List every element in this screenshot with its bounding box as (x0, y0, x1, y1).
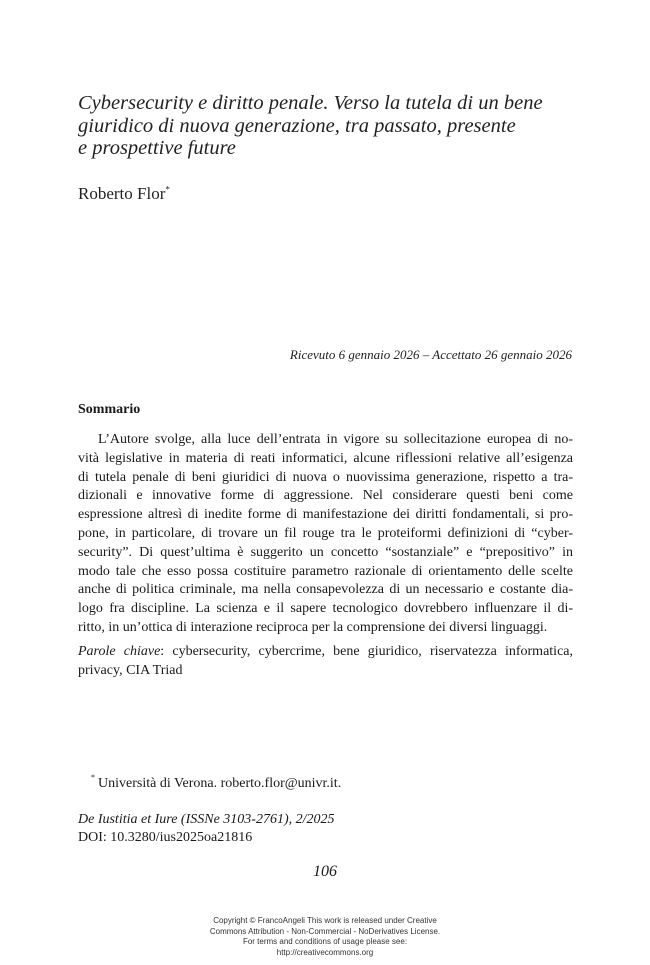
page-number: 106 (313, 863, 337, 880)
footnote-text: Università di Verona. roberto.flor@univr.it. (98, 776, 342, 791)
abstract-line: espressione altresì di inedite forme di manifestazione dei diritti fondamentali, si pro- (78, 507, 573, 523)
abstract-line: di tutela penale di beni giuridici di nuova o nuovissima generazione, rispetto a tra- (78, 469, 573, 485)
keywords-block (78, 643, 573, 681)
keywords-line: privacy, CIA Triad (78, 662, 183, 678)
license-line: Commons Attribution - Non-Commercial - NoDerivatives License. (209, 926, 441, 936)
license-notice (0, 916, 650, 958)
title-line: giuridico di nuova generazione, tra passato, presente (78, 114, 516, 137)
doi: DOI: 10.3280/ius2025oa21816 (78, 830, 253, 845)
abstract-line: anche di politica criminale, ma nella consapevolezza di un necessario e costante dia- (78, 582, 573, 598)
license-line: For terms and conditions of usage please see: (242, 937, 408, 946)
abstract-line: modo tale che esso possa costituire parametro razionale di orientamento delle scelte (78, 563, 573, 579)
keywords-line (78, 643, 573, 662)
article-title (78, 92, 578, 160)
author-name: Roberto Flor (78, 184, 166, 203)
abstract-line: L’Autore svolge, alla luce dell’entrata in vigore su sollecitazione europea di no- (98, 432, 573, 447)
journal-info (78, 811, 335, 847)
journal-citation: De Iustitia et Iure (ISSNe 3103-2761), 2/2025 (78, 812, 335, 827)
abstract-body (78, 431, 573, 638)
summary-heading: Sommario (78, 402, 141, 417)
license-line: Copyright © FrancoAngeli This work is released under Creative (213, 916, 437, 925)
author-footnote-marker: * (165, 184, 170, 195)
keywords-list: : cybersecurity, cybercrime, bene giuridico, riservatezza informatica, (160, 644, 573, 659)
title-line: Cybersecurity e diritto penale. Verso la tutela di un bene (78, 92, 543, 114)
author-line (78, 184, 170, 204)
abstract-line: ritto, in un’ottica di interazione reciproca per la comprensione dei diversi linguaggi. (78, 619, 548, 635)
keywords-label: Parole chiave (78, 644, 161, 659)
license-link[interactable]: http://creativecommons.org (276, 947, 374, 957)
abstract-line: pone, in particolare, di trovare un fil rouge tra le proteiformi definizioni di “cyber- (78, 525, 573, 541)
abstract-line: dizionali e innovative forme di aggressione. Nel considerare questi beni come (78, 488, 573, 504)
title-line: e prospettive future (78, 137, 236, 159)
received-accepted-dates: Ricevuto 6 gennaio 2026 – Accettato 26 gennaio 2026 (289, 347, 572, 362)
abstract-line: vità legislative in materia di reati informatici, alcune riflessioni relative all’esigenza (78, 450, 573, 466)
abstract-line: logo fra discipline. La scienza e il sapere tecnologico dovrebbero influenzare il di- (78, 601, 573, 617)
author-footnote: * Università di Verona. roberto.flor@univr.it. (91, 773, 342, 791)
abstract-line: security”. Di quest’ultima è suggerito un concetto “sostanziale” e “prepositivo” in (78, 544, 573, 560)
